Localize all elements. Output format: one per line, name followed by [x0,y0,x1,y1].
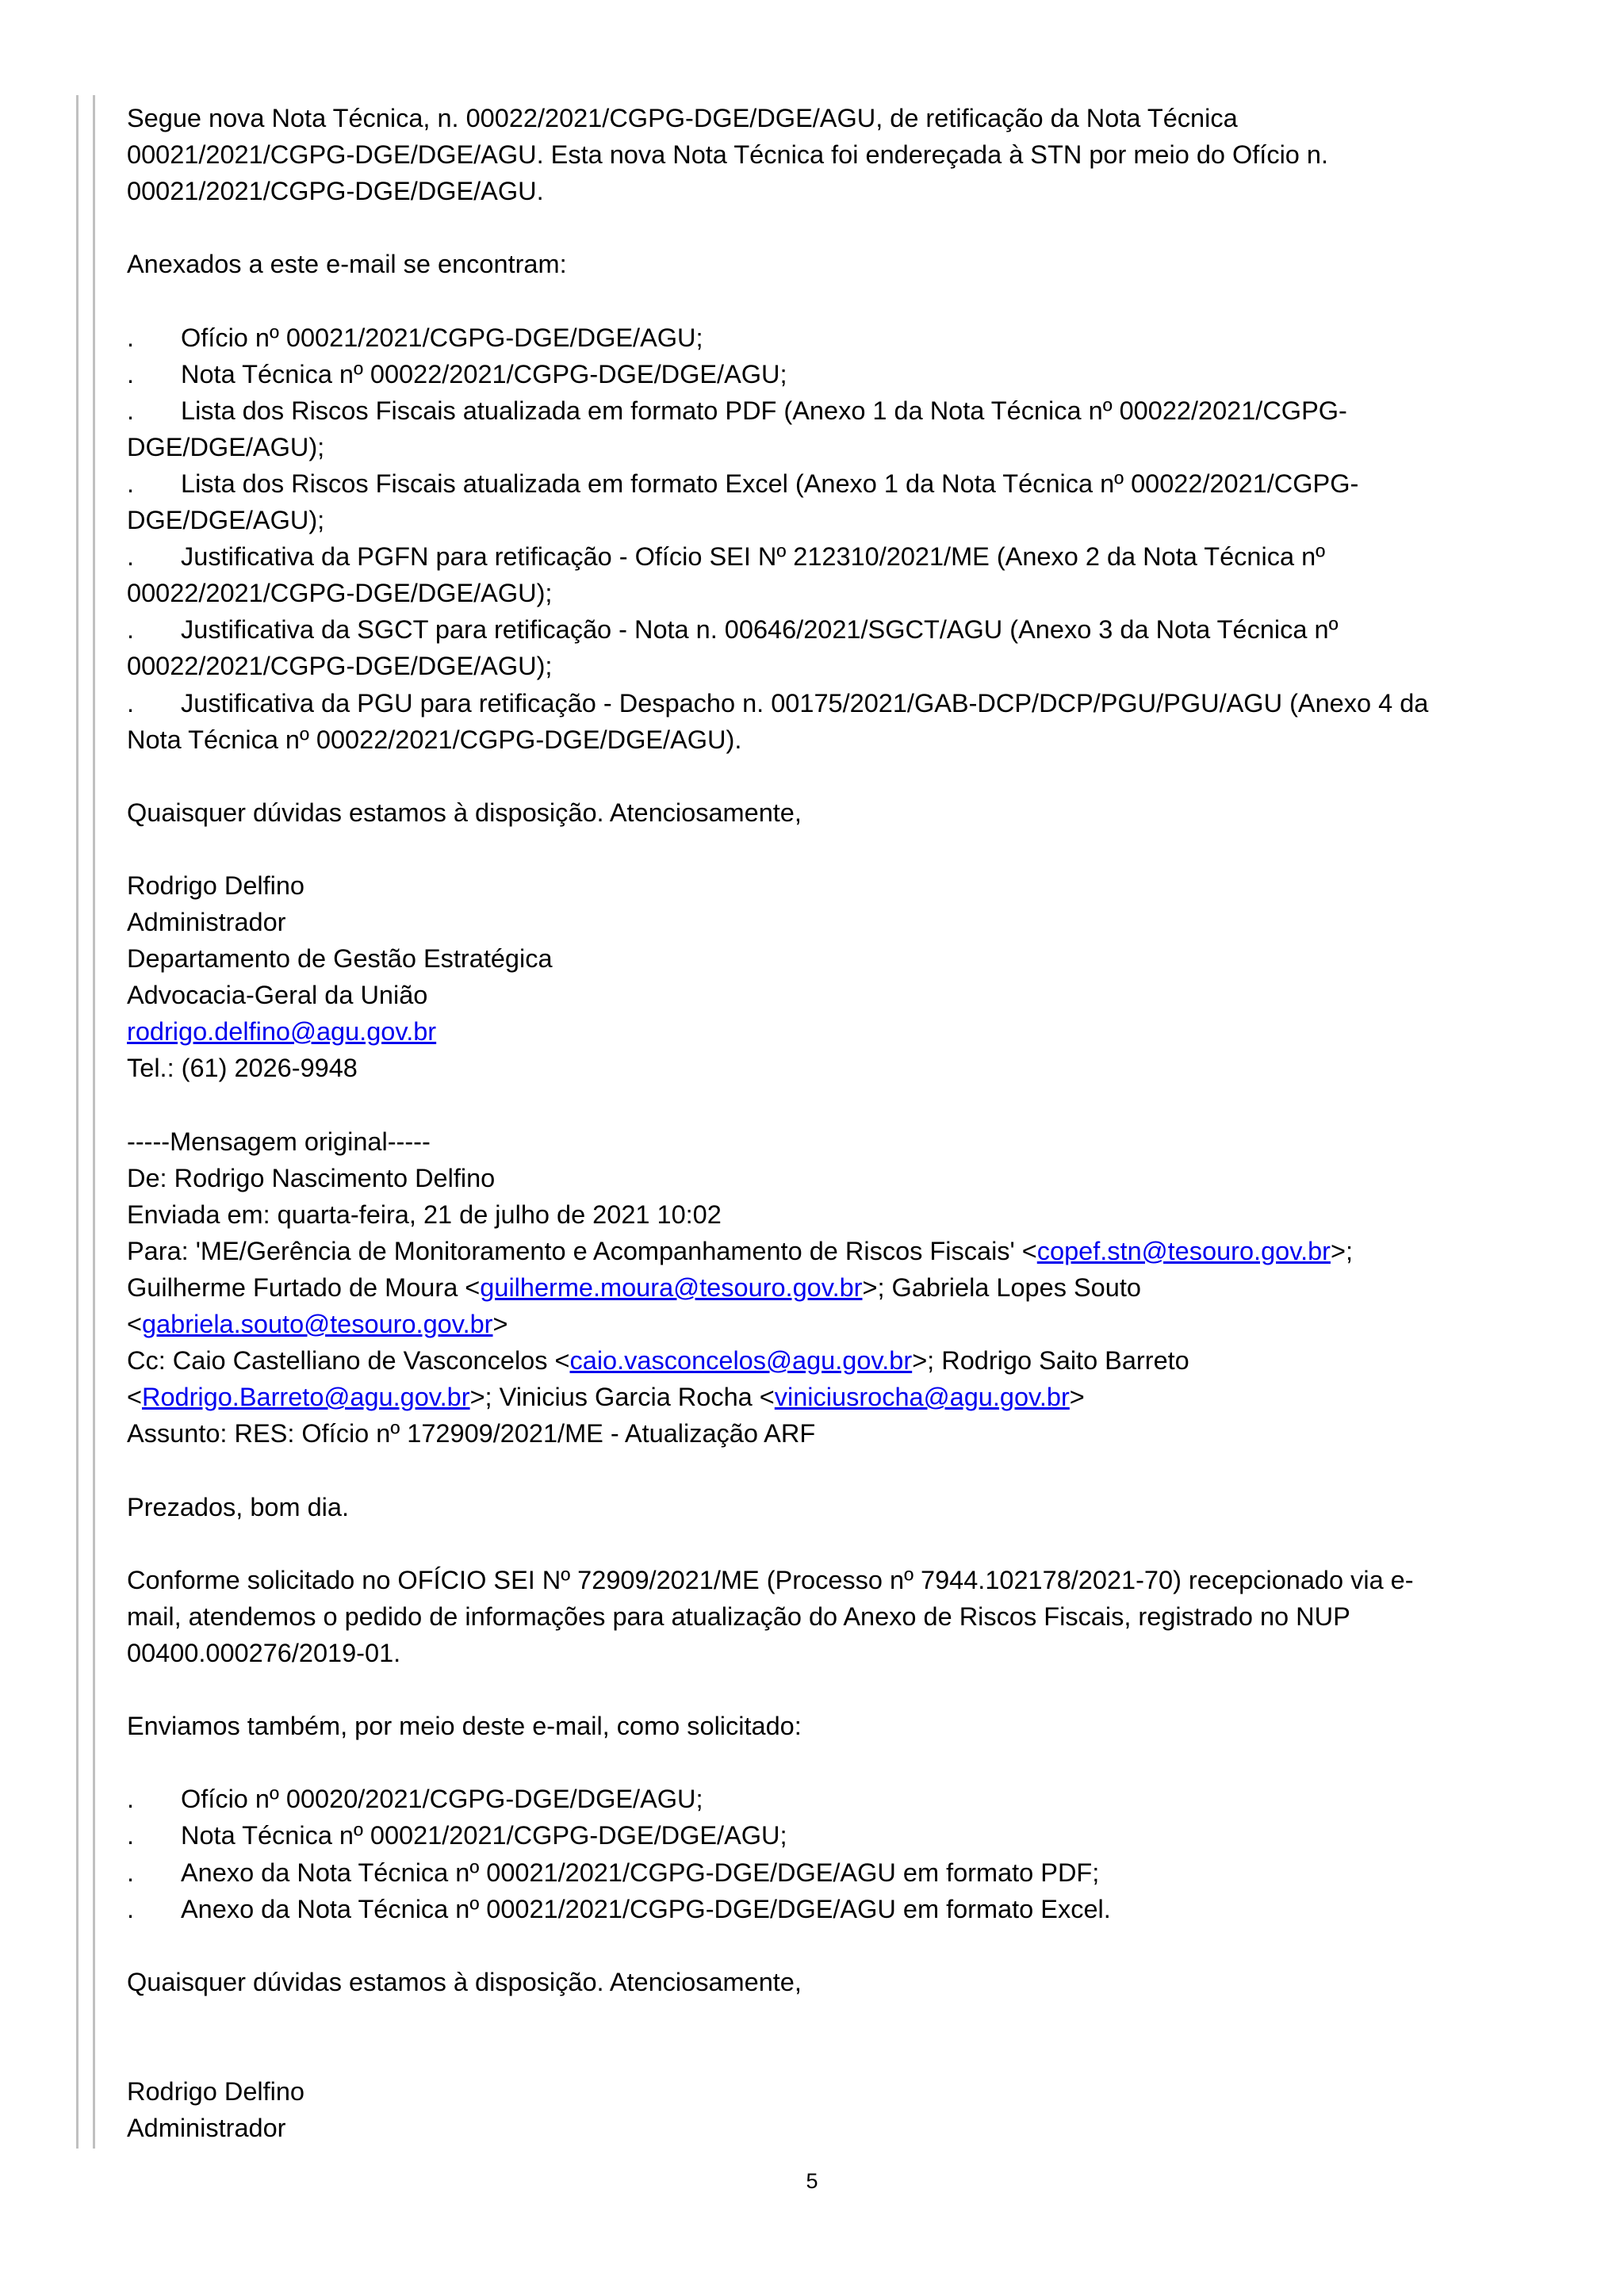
cc-separator: >; Vinicius Garcia Rocha < [469,1383,775,1412]
original-cc-line [127,1342,1491,1379]
spacer [127,282,1491,319]
attachment-item [127,392,1491,429]
email-body [127,100,1491,2146]
spacer [127,758,1491,794]
original-from: De: Rodrigo Nascimento Delfino [127,1163,496,1192]
to-email-link[interactable]: copef.stn@tesouro.gov.br [1036,1236,1331,1265]
quote-bar-inner [93,95,95,2149]
original-body-line: 00400.000276/2019-01. [127,1638,401,1667]
spacer [127,1452,1491,1488]
attachment-continuation: 00022/2021/CGPG-DGE/DGE/AGU); [127,652,553,681]
signature-email-link[interactable]: rodrigo.delfino@agu.gov.br [127,1017,437,1047]
to-name: Guilherme Furtado de Moura < [127,1273,481,1302]
original-item [127,1891,1491,1927]
original-item [127,1817,1491,1854]
bullet-marker: . [127,1858,135,1887]
original-to-line [127,1233,1491,1269]
signature-org: Advocacia-Geral da União [127,981,428,1010]
intro-line: Segue nova Nota Técnica, n. 00022/2021/CGPG-DGE/DGE/AGU, de retificação da Nota Técnica [127,104,1238,132]
attachment-item [127,465,1491,502]
spacer [127,1671,1491,1708]
quote-bar-outer [76,95,79,2149]
to-email-link[interactable]: gabriela.souto@tesouro.gov.br [141,1310,493,1339]
attachment-item [127,538,1491,575]
attachment-continuation: Nota Técnica nº 00022/2021/CGPG-DGE/DGE/AGU). [127,725,742,754]
to-email-link[interactable]: guilherme.moura@tesouro.gov.br [480,1273,863,1302]
cc-bracket-open: < [127,1383,142,1412]
original-closing: Quaisquer dúvidas estamos à disposição. Atenciosamente, [127,1967,802,1996]
original-cc-line [127,1379,1491,1415]
to-separator: >; [1331,1236,1354,1265]
attachments-intro: Anexados a este e-mail se encontram: [127,250,567,279]
spacer [127,1927,1491,1964]
to-bracket-close: > [492,1310,508,1339]
cc-email-link[interactable]: Rodrigo.Barreto@agu.gov.br [141,1383,470,1412]
attachment-text: Lista dos Riscos Fiscais atualizada em formato PDF (Anexo 1 da Nota Técnica nº 00022/2021/CGPG- [181,396,1347,425]
attachment-text: Justificativa da SGCT para retificação - Nota n. 00646/2021/SGCT/AGU (Anexo 3 da Nota Técnica nº [181,615,1339,645]
attachment-item [127,685,1491,721]
attachment-item [127,320,1491,356]
cc-email-link[interactable]: caio.vasconcelos@agu.gov.br [569,1346,913,1376]
cc-prefix: Cc: Caio Castelliano de Vasconcelos < [127,1346,570,1376]
signature-tel: Tel.: (61) 2026-9948 [127,1054,358,1083]
bullet-marker: . [127,323,135,352]
original-item-text: Ofício nº 00020/2021/CGPG-DGE/DGE/AGU; [181,1785,703,1814]
bullet-marker: . [127,615,135,645]
cc-email-link[interactable]: viniciusrocha@agu.gov.br [774,1383,1070,1412]
original-signature-role: Administrador [127,2114,286,2143]
attachment-text: Justificativa da PGU para retificação - Despacho n. 00175/2021/GAB-DCP/DCP/PGU/PGU/AGU (Anexo 4 da [181,688,1429,718]
spacer [127,2037,1491,2073]
original-item [127,1854,1491,1891]
bullet-marker: . [127,469,135,498]
signature-role: Administrador [127,908,286,937]
attachment-item [127,611,1491,648]
page-number: 5 [806,2169,818,2193]
to-bracket-open: < [127,1310,142,1339]
original-body-line: mail, atendemos o pedido de informações para atualização do Anexo de Riscos Fiscais, registrado no NUP [127,1601,1350,1631]
to-prefix: Para: 'ME/Gerência de Monitoramento e Acompanhamento de Riscos Fiscais' < [127,1236,1037,1265]
intro-line: 00021/2021/CGPG-DGE/DGE/AGU. Esta nova Nota Técnica foi endereçada à STN por meio do Ofício n. [127,140,1329,170]
original-subject: Assunto: RES: Ofício nº 172909/2021/ME - Atualização ARF [127,1419,816,1448]
bullet-marker: . [127,396,135,425]
attachment-text: Lista dos Riscos Fiscais atualizada em formato Excel (Anexo 1 da Nota Técnica nº 00022/2021/CGPG- [181,469,1359,498]
original-body-line: Conforme solicitado no OFÍCIO SEI Nº 72909/2021/ME (Processo nº 7944.102178/2021-70) recepcionado via e- [127,1565,1414,1594]
bullet-marker: . [127,688,135,718]
signature-email-line [127,1013,1491,1050]
attachment-text: Nota Técnica nº 00022/2021/CGPG-DGE/DGE/AGU; [181,359,787,388]
attachment-continuation: DGE/DGE/AGU); [127,432,325,461]
original-also: Enviamos também, por meio deste e-mail, como solicitado: [127,1712,802,1741]
original-item-text: Nota Técnica nº 00021/2021/CGPG-DGE/DGE/AGU; [181,1821,787,1850]
spacer [127,831,1491,867]
attachment-text: Justificativa da PGFN para retificação - Ofício SEI Nº 212310/2021/ME (Anexo 2 da Nota Técnica nº [181,542,1326,572]
original-to-line [127,1269,1491,1306]
spacer [127,209,1491,246]
closing-line: Quaisquer dúvidas estamos à disposição. Atenciosamente, [127,798,802,827]
spacer [127,1744,1491,1781]
bullet-marker: . [127,359,135,388]
to-separator: >; Gabriela Lopes Souto [862,1273,1141,1302]
original-signature-name: Rodrigo Delfino [127,2077,305,2107]
intro-line: 00021/2021/CGPG-DGE/DGE/AGU. [127,177,544,206]
attachment-continuation: 00022/2021/CGPG-DGE/DGE/AGU); [127,579,553,608]
original-sent: Enviada em: quarta-feira, 21 de julho de 2021 10:02 [127,1200,722,1229]
original-item-text: Anexo da Nota Técnica nº 00021/2021/CGPG-DGE/DGE/AGU em formato PDF; [181,1858,1100,1887]
bullet-marker: . [127,1785,135,1814]
original-greeting: Prezados, bom dia. [127,1492,350,1521]
cc-separator: >; Rodrigo Saito Barreto [912,1346,1189,1376]
spacer [127,2000,1491,2037]
attachment-text: Ofício nº 00021/2021/CGPG-DGE/DGE/AGU; [181,323,703,352]
spacer [127,1525,1491,1562]
original-item [127,1781,1491,1817]
bullet-marker: . [127,1821,135,1850]
bullet-marker: . [127,1894,135,1923]
original-separator: -----Mensagem original----- [127,1127,431,1156]
bullet-marker: . [127,542,135,572]
spacer [127,1087,1491,1123]
original-to-line [127,1306,1491,1342]
signature-name: Rodrigo Delfino [127,871,305,900]
attachment-item [127,356,1491,392]
original-item-text: Anexo da Nota Técnica nº 00021/2021/CGPG-DGE/DGE/AGU em formato Excel. [181,1894,1111,1923]
signature-department: Departamento de Gestão Estratégica [127,944,553,974]
cc-bracket-close: > [1069,1383,1085,1412]
attachment-continuation: DGE/DGE/AGU); [127,506,325,535]
